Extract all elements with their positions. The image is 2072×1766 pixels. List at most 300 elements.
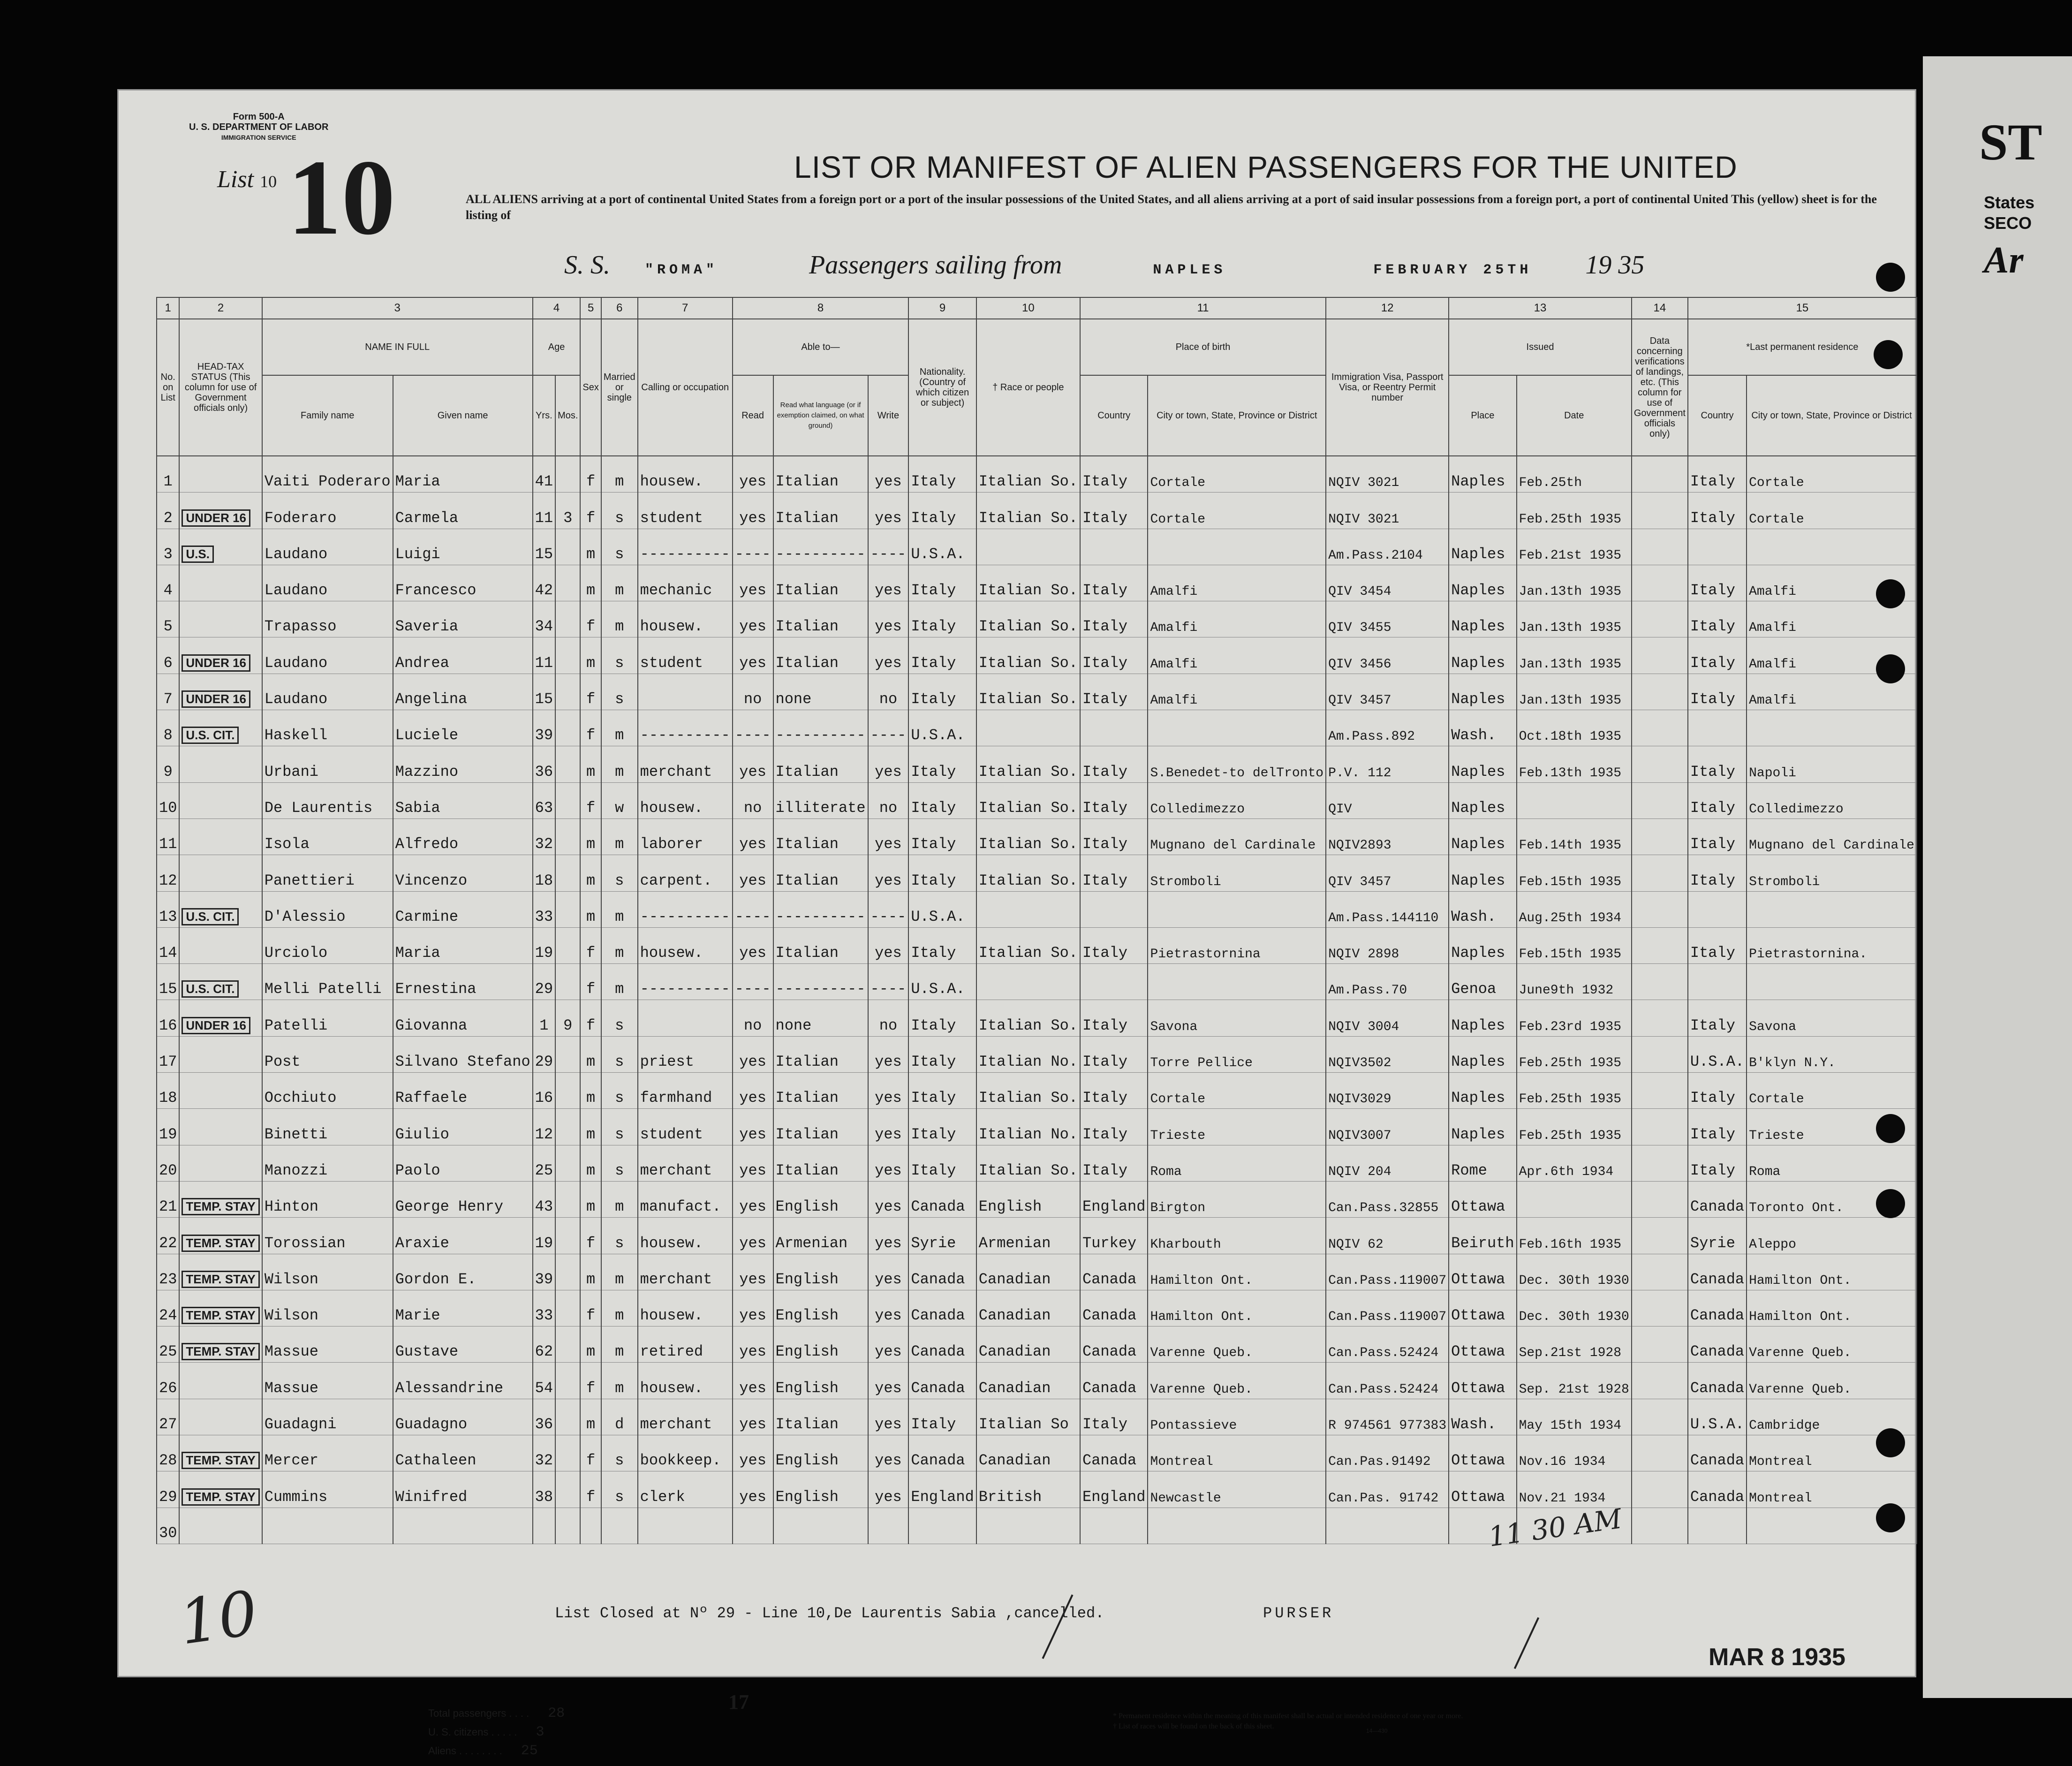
row-number: 28 [157, 1435, 179, 1471]
header-row-1 [157, 319, 1917, 375]
row-number: 5 [157, 601, 179, 637]
residence-country: Italy [1688, 1000, 1747, 1036]
given-name: Luciele [393, 710, 533, 746]
family-name: Mercer [262, 1435, 393, 1471]
age-months [555, 819, 580, 855]
family-name: Haskell [262, 710, 393, 746]
issued-place: Ottawa [1449, 1254, 1516, 1290]
issued-place: Naples [1449, 1000, 1516, 1036]
header-able-to: Able to— [733, 319, 909, 375]
given-name: Carmine [393, 891, 533, 927]
marital-status: m [601, 1326, 638, 1363]
occupation: housew. [638, 927, 733, 963]
binder-hole [1876, 1503, 1905, 1532]
given-name: Marie [393, 1290, 533, 1326]
row-number: 27 [157, 1399, 179, 1435]
head-tax-status [179, 927, 262, 963]
family-name: Patelli [262, 1000, 393, 1036]
row-number: 12 [157, 855, 179, 891]
header-head-tax: HEAD-TAX STATUS (This column for use of Government officials only) [179, 319, 262, 456]
head-tax-badge: TEMP. STAY [181, 1488, 259, 1506]
age-years: 63 [533, 782, 555, 819]
can-read: yes [733, 1109, 773, 1145]
marital-status: m [601, 1254, 638, 1290]
family-name: Binetti [262, 1109, 393, 1145]
passenger-row [157, 1109, 1917, 1145]
head-tax-status [179, 601, 262, 637]
head-tax-status [179, 565, 262, 601]
birth-country: Canada [1080, 1363, 1148, 1399]
race: Italian So. [976, 637, 1080, 674]
birth-country: Italy [1080, 637, 1148, 674]
visa-number: Am.Pass.70 [1326, 964, 1449, 1000]
residence-city: Amalfi [1747, 674, 1917, 710]
age-years: 38 [533, 1471, 555, 1508]
departure-year: 19 35 [1585, 250, 1645, 280]
can-read [733, 1508, 773, 1544]
age-months [555, 1399, 580, 1435]
sex: m [580, 1254, 601, 1290]
family-name: Massue [262, 1363, 393, 1399]
occupation: retired [638, 1326, 733, 1363]
race: Italian No. [976, 1036, 1080, 1072]
birth-city: Amalfi [1148, 674, 1326, 710]
age-months [555, 1145, 580, 1181]
occupation: student [638, 493, 733, 529]
verification [1632, 1399, 1688, 1435]
issued-place: Rome [1449, 1145, 1516, 1181]
header-race: † Race or people [976, 319, 1080, 456]
can-read: yes [733, 746, 773, 782]
ship-name: "ROMA" [645, 262, 718, 278]
head-tax-badge: U.S. CIT. [181, 908, 239, 925]
age-months [555, 674, 580, 710]
birth-country [1080, 529, 1148, 565]
can-write: no [868, 782, 909, 819]
birth-city: Savona [1148, 1000, 1326, 1036]
given-name: Giulio [393, 1109, 533, 1145]
given-name: Carmela [393, 493, 533, 529]
head-tax-status [179, 1145, 262, 1181]
row-number: 26 [157, 1363, 179, 1399]
birth-city: Newcastle [1148, 1471, 1326, 1508]
residence-country: U.S.A. [1688, 1036, 1747, 1072]
visa-number [1326, 1508, 1449, 1544]
race: Italian So. [976, 493, 1080, 529]
visa-number: NQIV 3021 [1326, 456, 1449, 493]
sex: f [580, 710, 601, 746]
age-years: 29 [533, 1036, 555, 1072]
issued-date: Sep.21st 1928 [1517, 1326, 1632, 1363]
verification [1632, 964, 1688, 1000]
passenger-row [157, 1073, 1917, 1109]
occupation: ---------- [638, 710, 733, 746]
marital-status: m [601, 964, 638, 1000]
list-number: 10 [287, 137, 395, 257]
occupation: ---------- [638, 891, 733, 927]
head-tax-badge: U.S. [181, 546, 214, 563]
given-name: Francesco [393, 565, 533, 601]
sex: m [580, 1073, 601, 1109]
can-read: yes [733, 601, 773, 637]
read-language: English [773, 1471, 868, 1508]
passenger-row [157, 456, 1917, 493]
header-nationality: Nationality. (Country of which citizen or subject) [908, 319, 976, 456]
verification [1632, 1290, 1688, 1326]
race: Armenian [976, 1218, 1080, 1254]
binder-hole [1876, 1428, 1905, 1457]
age-months [555, 601, 580, 637]
age-months [555, 1036, 580, 1072]
header-issued: Issued [1449, 319, 1632, 375]
birth-city: Kharbouth [1148, 1218, 1326, 1254]
race: Italian So. [976, 456, 1080, 493]
issued-place: Naples [1449, 1073, 1516, 1109]
age-months: 3 [555, 493, 580, 529]
row-number: 17 [157, 1036, 179, 1072]
residence-country [1688, 529, 1747, 565]
marital-status: m [601, 601, 638, 637]
can-write: yes [868, 637, 909, 674]
list-closed-note: List Closed at Nº 29 - Line 10,De Laurentis Sabia ,cancelled. [555, 1605, 1104, 1622]
issued-date [1517, 1181, 1632, 1217]
age-years [533, 1508, 555, 1544]
birth-city: Pontassieve [1148, 1399, 1326, 1435]
birth-city: Birgton [1148, 1181, 1326, 1217]
marital-status: s [601, 637, 638, 674]
sex: m [580, 637, 601, 674]
residence-city: Amalfi [1747, 637, 1917, 674]
verification [1632, 855, 1688, 891]
handwritten-time: 11 30 AM [1486, 1502, 1624, 1553]
can-read: yes [733, 637, 773, 674]
passenger-row [157, 1036, 1917, 1072]
footnotes: * Permanent residence within the meaning of this manifest shall be actual or intended residence of one year or more. † List of races will be found on the back of this sheet. [1113, 1712, 1463, 1730]
passenger-row [157, 1435, 1917, 1471]
marital-status: s [601, 1000, 638, 1036]
read-language: illiterate [773, 782, 868, 819]
birth-country: Canada [1080, 1435, 1148, 1471]
race: Canadian [976, 1435, 1080, 1471]
can-write: yes [868, 493, 909, 529]
age-months [555, 746, 580, 782]
age-years: 36 [533, 1399, 555, 1435]
issued-date: Apr.6th 1934 [1517, 1145, 1632, 1181]
race: Italian So. [976, 1000, 1080, 1036]
visa-number: NQIV3029 [1326, 1073, 1449, 1109]
binder-hole [1876, 579, 1905, 608]
nationality: Italy [908, 1145, 976, 1181]
age-months [555, 1181, 580, 1217]
birth-city: Mugnano del Cardinale [1148, 819, 1326, 855]
visa-number: Can.Pass.119007 [1326, 1290, 1449, 1326]
age-months [555, 1109, 580, 1145]
issued-place: Ottawa [1449, 1363, 1516, 1399]
birth-country: Italy [1080, 674, 1148, 710]
row-number: 8 [157, 710, 179, 746]
issued-date: Sep. 21st 1928 [1517, 1363, 1632, 1399]
given-name: Alessandrine [393, 1363, 533, 1399]
birth-city: Colledimezzo [1148, 782, 1326, 819]
nationality: Italy [908, 782, 976, 819]
birth-country: Italy [1080, 456, 1148, 493]
occupation: laborer [638, 819, 733, 855]
race: Italian So. [976, 674, 1080, 710]
header-birth-city: City or town, State, Province or District [1148, 375, 1326, 456]
issued-date: Feb.13th 1935 [1517, 746, 1632, 782]
issued-date: May 15th 1934 [1517, 1399, 1632, 1435]
family-name: Wilson [262, 1254, 393, 1290]
birth-city: Varenne Queb. [1148, 1363, 1326, 1399]
arrival-date-stamp: MAR 8 1935 [1709, 1644, 1845, 1671]
verification [1632, 1181, 1688, 1217]
given-name: Sabia [393, 782, 533, 819]
passenger-row [157, 1218, 1917, 1254]
age-years: 18 [533, 855, 555, 891]
can-write: yes [868, 1326, 909, 1363]
residence-country [1688, 964, 1747, 1000]
visa-number: QIV [1326, 782, 1449, 819]
occupation: housew. [638, 782, 733, 819]
family-name: Wilson [262, 1290, 393, 1326]
row-number: 25 [157, 1326, 179, 1363]
age-months [555, 1254, 580, 1290]
age-months [555, 927, 580, 963]
issued-date: Feb.25th [1517, 456, 1632, 493]
can-write: yes [868, 456, 909, 493]
can-write: ---- [868, 710, 909, 746]
header-yrs: Yrs. [533, 375, 555, 456]
head-tax-badge: UNDER 16 [181, 654, 250, 672]
read-language: Italian [773, 1109, 868, 1145]
can-write: yes [868, 1036, 909, 1072]
race: Italian So. [976, 927, 1080, 963]
can-write: yes [868, 1399, 909, 1435]
birth-city: Amalfi [1148, 601, 1326, 637]
head-tax-status [179, 1290, 262, 1326]
nationality: Canada [908, 1290, 976, 1326]
departure-date: FEBRUARY 25TH [1373, 262, 1532, 278]
can-write: yes [868, 746, 909, 782]
given-name: Luigi [393, 529, 533, 565]
nationality: Italy [908, 746, 976, 782]
edge-ar: Ar [1984, 240, 2024, 281]
visa-number: NQIV3502 [1326, 1036, 1449, 1072]
age-months [555, 1471, 580, 1508]
race: Italian So. [976, 782, 1080, 819]
verification [1632, 927, 1688, 963]
can-write: yes [868, 1471, 909, 1508]
sex: m [580, 746, 601, 782]
marital-status: m [601, 456, 638, 493]
passenger-row [157, 493, 1917, 529]
age-years: 11 [533, 637, 555, 674]
handwritten-margin-number: 10 [175, 1577, 262, 1659]
can-read: yes [733, 927, 773, 963]
nationality: U.S.A. [908, 891, 976, 927]
residence-country: Italy [1688, 456, 1747, 493]
head-tax-badge: UNDER 16 [181, 509, 250, 527]
row-number: 22 [157, 1218, 179, 1254]
residence-city: B'klyn N.Y. [1747, 1036, 1917, 1072]
birth-city: Cortale [1148, 456, 1326, 493]
can-write: yes [868, 1181, 909, 1217]
head-tax-status [179, 1435, 262, 1471]
header-married: Married or single [601, 319, 638, 456]
birth-country: Italy [1080, 855, 1148, 891]
header-visa: Immigration Visa, Passport Visa, or Reentry Permit number [1326, 319, 1449, 456]
row-number: 2 [157, 493, 179, 529]
header-name-in-full: NAME IN FULL [262, 319, 533, 375]
marital-status: m [601, 927, 638, 963]
can-read: ---- [733, 529, 773, 565]
verification [1632, 1435, 1688, 1471]
header-read: Read [733, 375, 773, 456]
race: English [976, 1181, 1080, 1217]
sex: m [580, 1181, 601, 1217]
passenger-row [157, 1000, 1917, 1036]
read-language: Italian [773, 855, 868, 891]
marital-status: w [601, 782, 638, 819]
row-number: 9 [157, 746, 179, 782]
marital-status: s [601, 1036, 638, 1072]
total-passengers: Total passengers . . . . 28 [428, 1705, 565, 1721]
visa-number: NQIV3007 [1326, 1109, 1449, 1145]
verification [1632, 493, 1688, 529]
residence-city: Napoli [1747, 746, 1917, 782]
nationality: England [908, 1471, 976, 1508]
head-tax-status [179, 855, 262, 891]
marital-status: m [601, 819, 638, 855]
given-name: Araxie [393, 1218, 533, 1254]
birth-city [1148, 891, 1326, 927]
residence-city: Aleppo [1747, 1218, 1917, 1254]
residence-city [1747, 710, 1917, 746]
birth-country: Italy [1080, 1073, 1148, 1109]
issued-place: Wash. [1449, 891, 1516, 927]
read-language: ---------- [773, 891, 868, 927]
passenger-row [157, 1181, 1917, 1217]
residence-city: Amalfi [1747, 601, 1917, 637]
marital-status: s [601, 1471, 638, 1508]
birth-country: Italy [1080, 1000, 1148, 1036]
race: Canadian [976, 1290, 1080, 1326]
row-number: 23 [157, 1254, 179, 1290]
visa-number: NQIV 2898 [1326, 927, 1449, 963]
birth-city: Trieste [1148, 1109, 1326, 1145]
issued-date: Feb.15th 1935 [1517, 855, 1632, 891]
binder-hole [1876, 654, 1905, 683]
family-name: Panettieri [262, 855, 393, 891]
residence-city: Cortale [1747, 1073, 1917, 1109]
head-tax-badge: UNDER 16 [181, 690, 250, 708]
birth-city: Cortale [1148, 1073, 1326, 1109]
residence-city: Varenne Queb. [1747, 1363, 1917, 1399]
verification [1632, 1218, 1688, 1254]
race: Canadian [976, 1326, 1080, 1363]
sex: m [580, 1399, 601, 1435]
visa-number: R 974561 977383 [1326, 1399, 1449, 1435]
can-read: ---- [733, 710, 773, 746]
passenger-row [157, 782, 1917, 819]
age-years: 25 [533, 1145, 555, 1181]
residence-country: Italy [1688, 601, 1747, 637]
residence-city: Hamilton Ont. [1747, 1254, 1917, 1290]
marital-status: s [601, 674, 638, 710]
residence-country: Italy [1688, 493, 1747, 529]
nationality: Italy [908, 927, 976, 963]
occupation: student [638, 637, 733, 674]
visa-number: P.V. 112 [1326, 746, 1449, 782]
birth-country [1080, 710, 1148, 746]
head-tax-status [179, 456, 262, 493]
birth-country: England [1080, 1181, 1148, 1217]
age-months [555, 855, 580, 891]
sex: f [580, 456, 601, 493]
residence-country: Italy [1688, 1109, 1747, 1145]
nationality: Italy [908, 565, 976, 601]
can-read: yes [733, 1326, 773, 1363]
nationality: Italy [908, 674, 976, 710]
issued-date: Feb.15th 1935 [1517, 927, 1632, 963]
family-name: Urciolo [262, 927, 393, 963]
verification [1632, 637, 1688, 674]
race [976, 1508, 1080, 1544]
issued-date: Jan.13th 1935 [1517, 637, 1632, 674]
age-months [555, 1073, 580, 1109]
occupation: priest [638, 1036, 733, 1072]
sex: m [580, 1109, 601, 1145]
sex: f [580, 493, 601, 529]
issued-date: Feb.21st 1935 [1517, 529, 1632, 565]
age-months [555, 710, 580, 746]
passenger-rows [157, 456, 1917, 1544]
birth-country: England [1080, 1471, 1148, 1508]
birth-city: Amalfi [1148, 637, 1326, 674]
head-tax-badge: TEMP. STAY [181, 1235, 259, 1252]
passenger-row [157, 964, 1917, 1000]
sex: m [580, 1326, 601, 1363]
race: Canadian [976, 1363, 1080, 1399]
residence-city: Savona [1747, 1000, 1917, 1036]
head-tax-status [179, 1326, 262, 1363]
read-language: none [773, 674, 868, 710]
can-read: yes [733, 1073, 773, 1109]
head-tax-status [179, 1218, 262, 1254]
race: Italian So. [976, 746, 1080, 782]
row-number: 15 [157, 964, 179, 1000]
passenger-row [157, 1471, 1917, 1508]
age-months [555, 456, 580, 493]
manifest-title: LIST OR MANIFEST OF ALIEN PASSENGERS FOR THE UNITED [794, 150, 1738, 184]
nationality: Canada [908, 1326, 976, 1363]
read-language: English [773, 1326, 868, 1363]
head-tax-status [179, 529, 262, 565]
header-birth-country: Country [1080, 375, 1148, 456]
sex: m [580, 891, 601, 927]
ship-line: S. S. "ROMA" Passengers sailing from NAPLES FEBRUARY 25TH 19 35 [564, 250, 1645, 280]
occupation: manufact. [638, 1181, 733, 1217]
visa-number: Can.Pass.52424 [1326, 1326, 1449, 1363]
occupation: housew. [638, 456, 733, 493]
issued-date: Feb.25th 1935 [1517, 1036, 1632, 1072]
issued-date: Nov.16 1934 [1517, 1435, 1632, 1471]
age-years: 39 [533, 710, 555, 746]
residence-country: Italy [1688, 927, 1747, 963]
totals-block [428, 1704, 565, 1760]
occupation: ---------- [638, 964, 733, 1000]
sex: f [580, 782, 601, 819]
